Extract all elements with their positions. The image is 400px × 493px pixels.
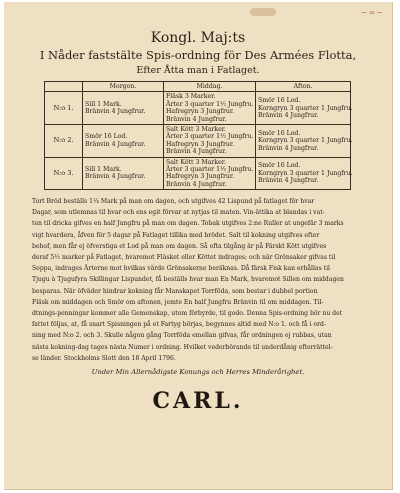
cell-line: Hafregryn 3 Jungfrur.	[166, 108, 235, 116]
body-line: fattet följas, at, få snart Spisningen på et Fartyg börjas, begynnes altid med N:o 1. och få i ord-	[32, 321, 326, 329]
decree-line: Under Min Allernådigste Konungs och Herres Minderårighet.	[91, 368, 305, 376]
cell-line: Fläsk 3 Marker.	[166, 93, 216, 101]
cell-line: Sill 1 Mark.	[85, 166, 122, 174]
cell-morgon	[83, 157, 164, 190]
row-label: N:o 1.	[45, 92, 83, 125]
row-label: N:o 2.	[45, 125, 83, 158]
royal-signature: CARL.	[152, 388, 244, 414]
document-sheet	[4, 2, 393, 490]
cell-line: Bränvin 4 Jungfrur.	[85, 140, 146, 148]
cell-line: Salt Kött 3 Marker.	[166, 126, 227, 134]
cell-line: Bränvin 4 Jungfrur.	[166, 148, 227, 156]
cell-line: Bränvin 4 Jungfrur.	[85, 108, 146, 116]
cell-line: Smör 16 Lod.	[85, 133, 128, 141]
cell-afton	[256, 125, 351, 158]
document-title: Kongl. Maj:ts	[150, 30, 246, 46]
table-row	[45, 157, 351, 190]
cell-line: Hafregryn 3 Jungfrur.	[166, 173, 235, 181]
body-line: ning med N:o 2. och 3. Skulle någon gång Torrföda emellan gifvas, får ordningen ej rubbas, utan	[32, 332, 332, 340]
cell-line: Korngryn 3 quarter 1 Jungfru.	[258, 169, 353, 177]
table-row	[45, 125, 351, 158]
column-header-morgon: Morgon.	[83, 82, 164, 92]
cell-line: Bränvin 4 Jungfrur.	[166, 115, 227, 123]
cell-afton	[256, 157, 351, 190]
document-subtitle: I Nåder faststälte Spis-ordning för Des Armées Flotta,	[39, 48, 357, 62]
document-subline: Efter Åtta man i Fatlaget.	[136, 65, 260, 76]
cell-middag	[164, 157, 256, 190]
body-line: se länder. Stockholms Slott den 18 April 1796.	[32, 354, 176, 362]
body-line: Dagar, som utlemnas til hvar och ens egit förvar at nytjas til maten. Vin-ättika at blandas i vat-	[32, 209, 325, 217]
body-line: ten til dricka gifves en half Jungfru på man om dagen. Tobak utgifves 2:ne Ruller at ungefär 3 marks	[32, 220, 344, 228]
body-line: Tort Bröd beställs 1¼ Mark på man om dagen, och utgifves 42 Lispund på fatlaget för hvar	[32, 198, 315, 205]
cell-morgon	[83, 92, 164, 125]
cell-line: Korngryn 3 quarter 1 Jungfru.	[258, 104, 353, 112]
cell-line: Bränvin 4 Jungfrur.	[258, 144, 319, 152]
cell-morgon	[83, 125, 164, 158]
cell-middag	[164, 125, 256, 158]
table-header-corner	[45, 82, 83, 92]
column-header-middag: Middag.	[164, 82, 256, 92]
cell-line: Bränvin 4 Jungfrur.	[258, 111, 319, 119]
body-line: Tjugu à Tjugufyra Skillingar Lispundet, få beställs hvar man En Mark, hvaremot Sillen om middagen	[32, 276, 344, 284]
body-line: nästa kokning-dag tages nästa Numer i ordning. Hvilket vederbörande til underdånig efterrättel-	[32, 343, 333, 351]
cell-line: Bränvin 4 Jungfrur.	[258, 177, 319, 185]
row-label: N:o 3.	[45, 157, 83, 190]
cell-line: Smör 16 Lod.	[258, 162, 301, 170]
cell-line: Salt Kött 3 Marker.	[166, 158, 227, 166]
cell-middag	[164, 92, 256, 125]
cell-line: Bränvin 4 Jungfrur.	[166, 180, 227, 188]
cell-line: Ärter 3 quarter 1½ Jungfru.	[166, 133, 254, 141]
cell-line: Ärter 3 quarter 1½ Jungfru.	[166, 166, 254, 174]
body-paragraph	[32, 196, 372, 364]
table-header-row	[45, 82, 351, 92]
cell-line: Sill 1 Mark.	[85, 100, 122, 108]
ration-table	[44, 81, 351, 190]
cell-line: Hafregryn 3 Jungfrur.	[166, 140, 235, 148]
body-line: dtnings-penningar kommer alle Gemenskap, utom förbyrde, til godo. Denna Spis-ordning bör nu det	[32, 310, 343, 318]
body-line: Fläsk om middagen och Smör om aftonen, jemte En half Jungfru Bränvin til om middagen. Til-	[32, 298, 324, 306]
cell-line: Korngryn 3 quarter 1 Jungfru.	[258, 137, 353, 145]
table-row	[45, 92, 351, 125]
cell-line: Ärter 3 quarter 1½ Jungfru.	[166, 100, 254, 108]
corner-mark: ~∞~	[360, 8, 384, 17]
body-line: deraf 5½ marker på Fatlaget, hvaremot Fläsket eller Köttet indrages; och när Grönsaker gifvas til	[32, 254, 336, 262]
body-line: vigt hvardera, åfven för 5 dagar på Fatlaget tillika med brödet. Salt til kokning utgifves efter	[32, 231, 320, 239]
ink-stain	[250, 8, 276, 16]
body-line: behof, men får ej öfverstiga et Lod på man om dagen. Så ofta tilgång är på Färskt Kött utgifves	[32, 242, 327, 250]
cell-line: Smör 16 Lod.	[258, 129, 301, 137]
cell-afton	[256, 92, 351, 125]
body-line: Soppa, indrages Ärterne mot hvilkas värde Grönsakerne beräknas. Då färsk Fisk kan erhållas til	[32, 265, 330, 273]
cell-line: Bränvin 4 Jungfrur.	[85, 173, 146, 181]
cell-line: Smör 16 Lod.	[258, 97, 301, 105]
column-header-afton: Afton.	[256, 82, 351, 92]
body-line: besparas. När öfväder hindrar kokning får Manskapet Torrföda, som bestar i dubbel portion	[32, 287, 318, 295]
